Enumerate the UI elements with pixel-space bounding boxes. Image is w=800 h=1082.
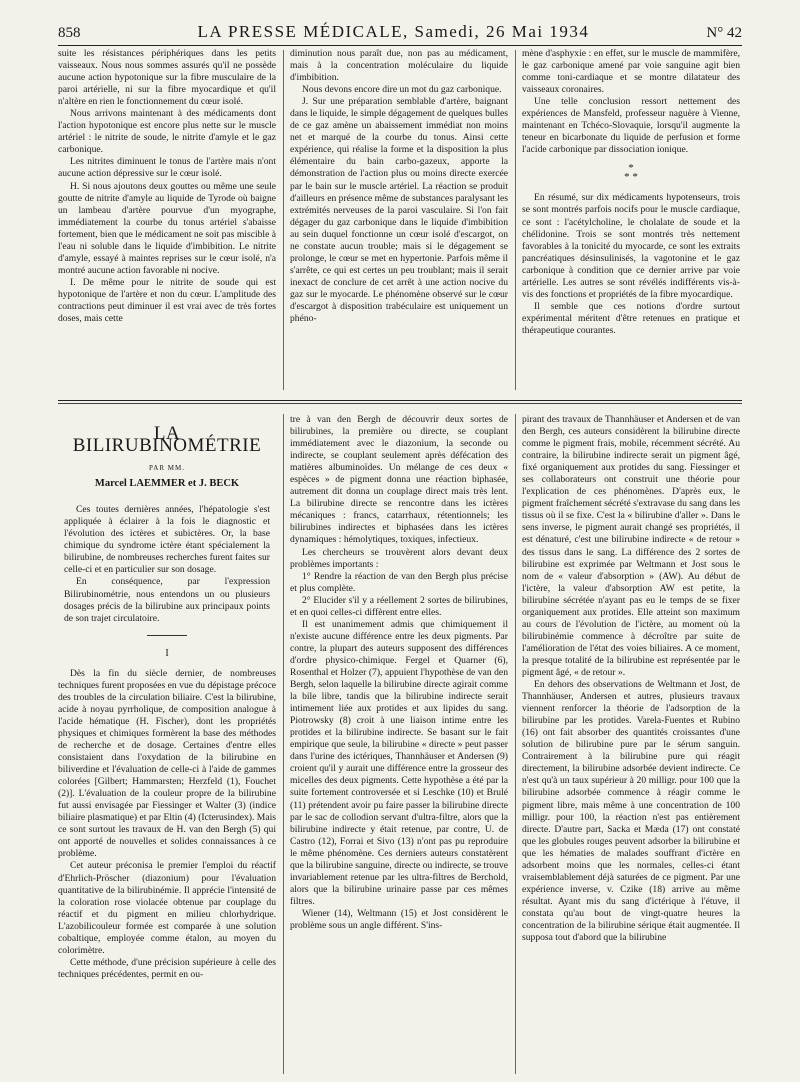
paragraph: Dès la fin du siècle dernier, de nombreuses techniques furent proposées en vue du dépistage précoce des troubles de la circulation biliaire. C'est la bilirubine, acide à noyau pyrrholique, de composition analogue à l'acide hématique (H. Fischer), dont les propriétés physiques et chimiques formèrent la base des méthodes de recherche et de dosage. Certaines d'entre elles consistaient dans l'oxydation de la bilirubine en biliverdine et l'évaluation de celle-ci à l'aide de gammes colorées [Gilbert; Hammarsten; Herzfeld (1), Fouchet (2)]. L'évaluation de la couleur propre de la bilirubine fut aussi envisagée par Fiessinger et Walter (3) (indice biliaire plasmatique) et par Eltin (4) (Icterusindex). Mais ce sont surtout les travaux de H. van den Bergh (5) qui ont apporté de nouvelles et solides connaissances à ce problème. (58, 667, 276, 860)
paragraph: Nous arrivons maintenant à des médicaments dont l'action hypotonique est encore plus nette sur le muscle artériel : le nitrite de soude, le nitrite d'amyle et le gaz carbonique. (58, 108, 276, 156)
journal-title: LA PRESSE MÉDICALE, Samedi, 26 Mai 1934 (197, 22, 590, 41)
top-column-middle (290, 48, 508, 392)
issue-number: N° 42 (706, 25, 742, 41)
paragraph: Les chercheurs se trouvèrent alors devant deux problèmes importants : (290, 546, 508, 570)
paragraph: mène d'asphyxie : en effet, sur le muscle de mammifère, le gaz carbonique amené par voie sanguine agit bien comme toni-cardiaque et se montre dilatateur des vaisseaux coronaires. (522, 48, 740, 96)
section-separator (147, 635, 187, 636)
paragraph: Nous devons encore dire un mot du gaz carbonique. (302, 84, 502, 96)
top-column-right (522, 48, 740, 392)
paragraph: pirant des travaux de Thannhäuser et Andersen et de van den Bergh, ces auteurs considèrent la bilirubine directe comme le pigment frais, mobile, récemment sécrété. Au contraire, la bilirubine indirecte serait un pigment âgé, fixé organiquement aux protides du sang. Fiessinger et ses collaborateurs ont construit une théorie pour l'explication de ces phénomènes. D'après eux, le pigment fraîchement sécrété s'extravase du sang dans les tissus où il se fixe. C'est la « bilirubine d'aller ». Dans le sens inverse, le pigment aurait changé ses propriétés, il est dénaturé, c'est une bilirubine indirecte « de retour » des tissus dans le sang. La différence des 2 sortes de bilirubine est exprimée par Weltmann et Jost sous le nom de « valeur d'absorption » (AW). Au début de l'ictère, la valeur d'absorption AW est petite, la bilirubine sécrétée n'ayant pas eu le temps de se fixer organiquement aux protides. Elle atteint son maximum au cours de l'évolution de l'ictère, au moment où la bilirubinémie commence à décroître par suite de l'amélioration de l'état des voies biliaires. A ce moment, la presque totalité de la bilirubine est représentée par le pigment âgé, « de retour ». (522, 414, 740, 678)
article-column-left (58, 414, 276, 1074)
top-column-left (58, 48, 276, 392)
paragraph: H. Si nous ajoutons deux gouttes ou même une seule goutte de nitrite d'amyle au liquide de Tyrode où baigne un lambeau d'artère pourvue d'un myographe, immédiatement la courbe du tonus artériel s'abaisse fortement, bien que le médicament ne soit pas miscible à l'eau ni soluble dans le liquide d'imbibition. Le nitrite d'amyle, essayé à maintes reprises sur le cœur isolé, n'a montré aucune action favorable ni nocive. (58, 180, 276, 276)
section-rule (58, 400, 742, 401)
paragraph: J. Sur une préparation semblable d'artère, baignant dans le liquide, le simple dégagement de quelques bulles de ce gaz amène un abaissement immédiat non moins net et marqué de la courbe du tonus. Ainsi cette expérience, qui réalise la forme et la disposition la plus élémentaire du bain carbo-gazeux, apporte la démonstration de l'action plus ou moins directe exercée par le bain sur le muscle artériel. La réaction se produit d'ailleurs en présence même de substances paralysant les extrémités nerveuses de la paroi vasculaire. Si l'on fait dégager du gaz carbonique dans le liquide d'imbibition au sein duquel fonctionne un cœur isolé d'escargot, on ne constate aucun trouble; mais si le dégagement se prolonge, le cœur se met en hypertonie. Parfois même il s'arrête, ce qui est certes un peu troublant; mais il serait inexact de conclure de cet arrêt à une action nocive du gaz sur le myocarde. Le phénomène observé sur le cœur d'escargot à disposition trabéculaire est uniquement un phéno- (290, 96, 508, 325)
section-rule-thin (58, 403, 742, 404)
page-header (58, 14, 742, 46)
paragraph: tre à van den Bergh de découvrir deux sortes de bilirubines, la première ou directe, se couplant immédiatement avec le diazonium, la seconde ou indirecte, se couplant seulement après défécation des matières albuminoïdes. Un mélange de ces deux « espèces » de pigment donna une réaction biphasée, autrement dit donna un couplage direct mais très lent. La bilirubine directe se rencontre dans les ictères mécaniques : francs, catarrhaux, rétentionnels; les bilirubines indirectes et biphasées dans les ictères dynamiques : hémolytiques, toxiques, infectieux. (290, 414, 508, 546)
paragraph: Il semble que ces notions d'ordre surtout expérimental méritent d'être retenues en pratique et thérapeutique courantes. (522, 300, 740, 336)
article-column-middle (290, 414, 508, 1074)
paragraph: Cette méthode, d'une précision supérieure à celle des techniques précédentes, permit en ou- (58, 956, 276, 980)
article-column-right (522, 414, 740, 1074)
paragraph: Wiener (14), Weltmann (15) et Jost considèrent le problème sous un angle différent. S'ins- (290, 907, 508, 931)
paragraph: En résumé, sur dix médicaments hypotenseurs, trois se sont montrés parfois nocifs pour le muscle cardiaque, ce sont : l'acétylcholine, le cholalate de soude et la chélidonine. Trois se sont montrés très nettement favorables à la tonicité du myocarde, ce sont les extraits pancréatiques désinsulinisés, la vagotonine et le gaz carbonique à condition que ce dernier arrive par voie artérielle. Les autres se sont révélés indifférents vis-à-vis des fonctions et propriétés de la fibre myocardique. (522, 192, 740, 300)
paragraph: En conséquence, par l'expression Bilirubinométrie, nous entendons un ou plusieurs dosages précis de la bilirubine aux principaux points de son trajet circulatoire. (64, 576, 270, 624)
article-title: LA BILIRUBINOMÉTRIE (72, 423, 262, 457)
paragraph: suite les résistances périphériques dans les petits vaisseaux. Nous nous sommes assurés qu'il ne possède aucune action hypotonique sur la fibre musculaire de la paroi artérielle, ni sur la fibre myocardique et qu'il n'altère en rien le fonctionnement du cœur isolé. (58, 48, 276, 108)
paragraph: diminution nous paraît due, non pas au médicament, mais à la concentration moléculaire du liquide d'imbibition. (290, 48, 508, 84)
asterism: * * * (624, 162, 638, 184)
paragraph: En dehors des observations de Weltmann et Jost, de Thannhäuser, Andersen et autres, plusieurs travaux viennent renforcer la théorie de l'adsorption de la bilirubine par les protides. Varela-Fuentes et Rubino (16) ont fait absorber des quantités croissantes d'une solution de bilirubine pure par le sérum sanguin. Contrairement à la bilirubine pure qui réagit directement, la bilirubine adsorbée devient indirecte. Ce n'est qu'à un taux supérieur à 20 milligr. pour 100 que la bilirubine adsorbée commence à réagir comme le pigment libre, mais même à une concentration de 100 milligr. pour 100, la réaction n'est pas entièrement directe. D'autre part, Sacka et Mæda (17) ont constaté que les globules rouges peuvent adsorber la bilirubine et que les hématies de malades souffrant d'ictère en adsorbent moins que les normales, celles-ci étant vraisemblablement déjà saturées de ce pigment. Par une expérience inverse, v. Czike (18) arrive au même résultat. Ayant mis du sang d'ictérique à l'étuve, il constata qu'au bout de vingt-quatre heures la concentration de la bilirubine sérique était augmentée. Il supposa tout d'abord que la bilirubine (522, 679, 740, 944)
article-abstract (58, 504, 276, 624)
column-divider (283, 50, 284, 390)
section-number: I (165, 647, 169, 659)
column-divider (283, 414, 284, 1074)
paragraph: I. De même pour le nitrite de soude qui est hypotonique de l'artère et non du cœur. L'amplitude des contractions peut diminuer il est vrai avec de très fortes doses, mais cette (58, 276, 276, 325)
page-number: 858 (58, 25, 81, 41)
column-divider (515, 50, 516, 390)
paragraph: Une telle conclusion ressort nettement des expériences de Mansfeld, professeur naguère à Vienne, maintenant en Tchéco-Slovaquie, lorsqu'il augmente la teneur en bicarbonate du liquide de perfusion et forme l'acide carbonique par dissociation ionique. (522, 96, 740, 156)
paragraph: Les nitrites diminuent le tonus de l'artère mais n'ont aucune action dépressive sur le cœur isolé. (58, 156, 276, 180)
paragraph: Cet auteur préconisa le premier l'emploi du réactif d'Ehrlich-Pröscher (diazonium) pour l'évaluation quantitative de la bilirubinémie. Il apprécie l'intensité de la coloration rose violacée obtenue par couplage du réactif et du pigment en milieu chlorhydrique. L'azobilicouleur formée est comparée à une solution cobaltique, employée comme étalon, au moyen du colorimètre. (58, 860, 276, 956)
article-byline-prefix: PAR MM. (149, 464, 185, 473)
paragraph: Ces toutes dernières années, l'hépatologie s'est appliquée à éclairer à la fois le diagnostic et l'évolution des ictères et subictères. Or, la base chimique du syndrome ictère étant spécialement la bilirubine, de nombreuses recherches furent faites sur celle-ci et en particulier sur son dosage. (64, 504, 270, 576)
column-divider (515, 414, 516, 1074)
paragraph: 2° Elucider s'il y a réellement 2 sortes de bilirubines, et en quoi celles-ci diffèrent entre elles. (290, 594, 508, 618)
paragraph: Il est unanimement admis que chimiquement il n'existe aucune différence entre les deux pigments. Par contre, la plupart des auteurs supposent des différences d'ordre physico-chimique. Fergel et Quarner (6), Rosenthal et Holzer (7), appuient l'hypothèse de van den Bergh, selon laquelle la bilirubine directe agirait comme la bile libre, tandis que la bilirubine indirecte serait intimement liée aux protides et aux lipides du sang. Piotrowsky (8) croit à une liaison intime entre les protides et la bilirubine indirecte. Se basant sur le fait empirique que seule, la bilirubine « directe » peut passer dans l'urine des ictériques, Thannhäuser et Andersen (9) croient qu'il y aurait une différence entre la grosseur des micelles des deux pigments. Cette hypothèse a été par la suite fortement controversée et si Leschke (10) et Brulé (11) prétendent avoir pu faire passer la bilirubine directe par le sac de collodion servant d'ultra-filtre, alors que la bilirubine indirecte y était retenue, par contre, U. de Castro (12), Forrai et Sivo (13) n'ont pas pu reproduire le même phénomène. Ces derniers auteurs constatèrent que la bilirubine sanguine, directe ou indirecte, se trouve invariablement retenue par les ultra-filtres de Berchold, alors que la bilirubine urinaire passe par ces mêmes filtres. (290, 618, 508, 907)
paragraph: 1° Rendre la réaction de van den Bergh plus précise et plus complète. (290, 570, 508, 594)
article-authors: Marcel LAEMMER et J. BECK (94, 478, 240, 490)
